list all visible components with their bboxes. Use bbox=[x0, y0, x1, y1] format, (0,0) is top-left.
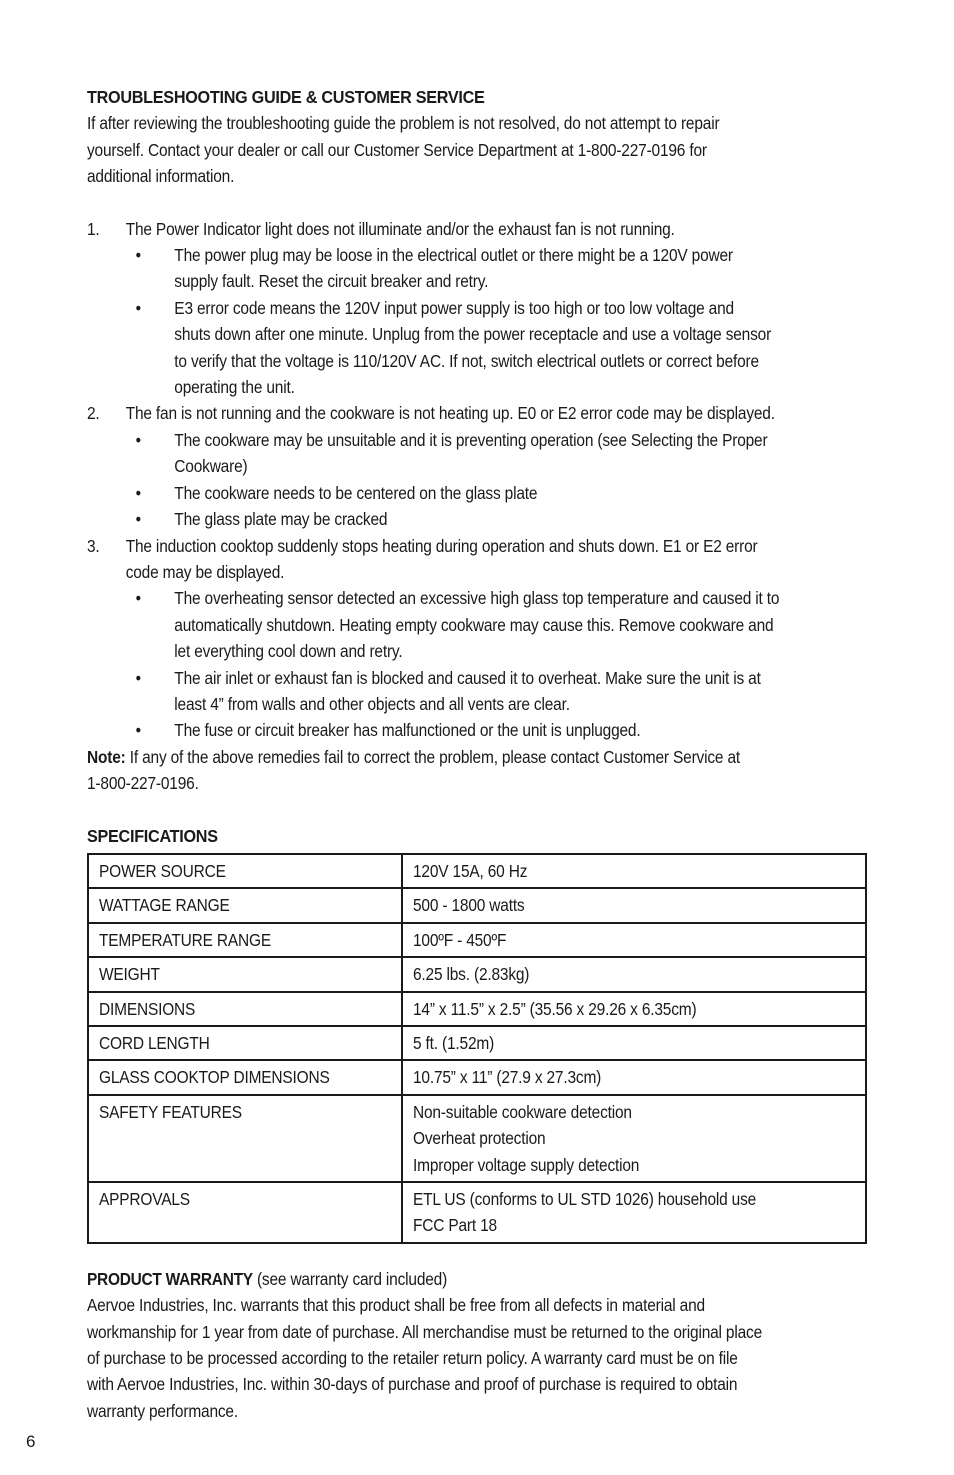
bullet-line: The cookware needs to be centered on the glass plate bbox=[174, 482, 538, 503]
item-number: 1. bbox=[87, 218, 100, 239]
table-row bbox=[88, 1095, 866, 1182]
spec-value: 120V 15A, 60 Hz bbox=[402, 854, 866, 888]
bullet-line: to verify that the voltage is 110/120V AC. If not, switch electrical outlets or correct before bbox=[174, 350, 759, 371]
warranty-heading bbox=[87, 1266, 866, 1292]
bullet-icon: • bbox=[135, 509, 141, 530]
bullet-line: The power plug may be loose in the electrical outlet or there might be a 120V power bbox=[174, 245, 733, 266]
spec-value: 500 - 1800 watts bbox=[402, 888, 866, 922]
warranty-line: workmanship for 1 year from date of purchase. All merchandise must be returned to the original place bbox=[87, 1321, 763, 1342]
table-row bbox=[88, 854, 866, 888]
bullet-icon: • bbox=[135, 482, 141, 503]
spec-key: GLASS COOKTOP DIMENSIONS bbox=[88, 1060, 402, 1094]
bullet-icon: • bbox=[135, 245, 141, 266]
bullet-icon: • bbox=[135, 588, 141, 609]
table-row bbox=[88, 1026, 866, 1060]
bullet-item bbox=[87, 295, 866, 401]
note bbox=[87, 744, 866, 770]
item-text: code may be displayed. bbox=[125, 561, 285, 582]
bullet-line: E3 error code means the 120V input power supply is too high or too low voltage and bbox=[174, 297, 734, 318]
spec-key: WEIGHT bbox=[88, 957, 402, 991]
bullet-icon: • bbox=[135, 720, 141, 741]
specifications-table bbox=[87, 853, 867, 1244]
table-row bbox=[88, 923, 866, 957]
table-row bbox=[88, 888, 866, 922]
bullet-item bbox=[87, 480, 866, 506]
spec-key: TEMPERATURE RANGE bbox=[88, 923, 402, 957]
warranty-title: PRODUCT WARRANTY bbox=[87, 1268, 253, 1289]
note-label: Note: bbox=[87, 746, 126, 767]
manual-page bbox=[87, 84, 867, 1424]
bullet-line: The fuse or circuit breaker has malfunctioned or the unit is unplugged. bbox=[174, 720, 641, 741]
intro-line: additional information. bbox=[87, 166, 235, 187]
bullet-line: Cookware) bbox=[174, 456, 248, 477]
spec-value: 10.75” x 11” (27.9 x 27.3cm) bbox=[402, 1060, 866, 1094]
spec-key: POWER SOURCE bbox=[88, 854, 402, 888]
spec-key: SAFETY FEATURES bbox=[88, 1095, 402, 1182]
bullet-icon: • bbox=[135, 297, 141, 318]
bullet-item bbox=[87, 665, 866, 718]
spec-key: CORD LENGTH bbox=[88, 1026, 402, 1060]
page-number: 6 bbox=[26, 1432, 36, 1451]
bullet-line: The air inlet or exhaust fan is blocked and caused it to overheat. Make sure the unit is at bbox=[174, 667, 761, 688]
bullet-line: The overheating sensor detected an excessive high glass top temperature and caused it to bbox=[174, 588, 780, 609]
bullet-line: automatically shutdown. Heating empty cookware may cause this. Remove cookware and bbox=[174, 614, 774, 635]
spec-value: 14” x 11.5” x 2.5” (35.56 x 29.26 x 6.35cm) bbox=[402, 992, 866, 1026]
troubleshooting-item bbox=[87, 400, 866, 426]
bullet-icon: • bbox=[135, 429, 141, 450]
bullet-line: operating the unit. bbox=[174, 377, 295, 398]
troubleshooting-heading: TROUBLESHOOTING GUIDE & CUSTOMER SERVICE bbox=[87, 87, 485, 107]
spec-value: Non-suitable cookware detection Overheat protection Improper voltage supply detection bbox=[402, 1095, 866, 1182]
bullet-line: least 4” from walls and other objects and all vents are clear. bbox=[174, 693, 570, 714]
warranty-line: warranty performance. bbox=[87, 1400, 238, 1421]
item-number: 3. bbox=[87, 535, 100, 556]
bullet-item bbox=[87, 506, 866, 532]
bullet-item bbox=[87, 585, 866, 664]
spec-value: 6.25 lbs. (2.83kg) bbox=[402, 957, 866, 991]
specifications-heading: SPECIFICATIONS bbox=[87, 825, 218, 846]
spec-value: ETL US (conforms to UL STD 1026) household use FCC Part 18 bbox=[402, 1182, 866, 1243]
bullet-item bbox=[87, 427, 866, 480]
troubleshooting-item bbox=[87, 216, 866, 242]
bullet-line: shuts down after one minute. Unplug from the power receptacle and use a voltage sensor bbox=[174, 324, 772, 345]
item-number: 2. bbox=[87, 403, 100, 424]
table-row bbox=[88, 1182, 866, 1243]
spec-value: 5 ft. (1.52m) bbox=[402, 1026, 866, 1060]
troubleshooting-item bbox=[87, 533, 866, 586]
troubleshooting-list bbox=[87, 216, 866, 797]
bullet-item bbox=[87, 242, 866, 295]
spec-value: 100ºF - 450ºF bbox=[402, 923, 866, 957]
warranty-note: (see warranty card included) bbox=[252, 1268, 448, 1289]
item-text: The induction cooktop suddenly stops heating during operation and shuts down. E1 or E2 error bbox=[125, 535, 758, 556]
note-text: If any of the above remedies fail to correct the problem, please contact Customer Service at bbox=[125, 746, 740, 767]
warranty-section bbox=[87, 1266, 866, 1424]
intro-line: If after reviewing the troubleshooting guide the problem is not resolved, do not attempt to repair bbox=[87, 113, 720, 134]
table-row bbox=[88, 1060, 866, 1094]
intro-line: yourself. Contact your dealer or call our Customer Service Department at 1-800-227-0196 for bbox=[87, 139, 707, 160]
item-text: The fan is not running and the cookware is not heating up. E0 or E2 error code may be displayed. bbox=[125, 403, 775, 424]
table-row bbox=[88, 957, 866, 991]
spec-key: APPROVALS bbox=[88, 1182, 402, 1243]
note-text: 1-800-227-0196. bbox=[87, 773, 199, 794]
item-text: The Power Indicator light does not illuminate and/or the exhaust fan is not running. bbox=[125, 218, 675, 239]
bullet-line: supply fault. Reset the circuit breaker and retry. bbox=[174, 271, 489, 292]
troubleshooting-intro bbox=[87, 110, 866, 189]
table-row bbox=[88, 992, 866, 1026]
spec-key: DIMENSIONS bbox=[88, 992, 402, 1026]
warranty-line: with Aervoe Industries, Inc. within 30-days of purchase and proof of purchase is required to obtain bbox=[87, 1374, 738, 1395]
warranty-line: Aervoe Industries, Inc. warrants that this product shall be free from all defects in material and bbox=[87, 1295, 705, 1316]
bullet-icon: • bbox=[135, 667, 141, 688]
bullet-line: The glass plate may be cracked bbox=[174, 509, 388, 530]
spec-key: WATTAGE RANGE bbox=[88, 888, 402, 922]
bullet-line: let everything cool down and retry. bbox=[174, 641, 403, 662]
bullet-line: The cookware may be unsuitable and it is preventing operation (see Selecting the Proper bbox=[174, 429, 768, 450]
bullet-item bbox=[87, 717, 866, 743]
warranty-line: of purchase to be processed according to the retailer return policy. A warranty card must be on file bbox=[87, 1348, 738, 1369]
